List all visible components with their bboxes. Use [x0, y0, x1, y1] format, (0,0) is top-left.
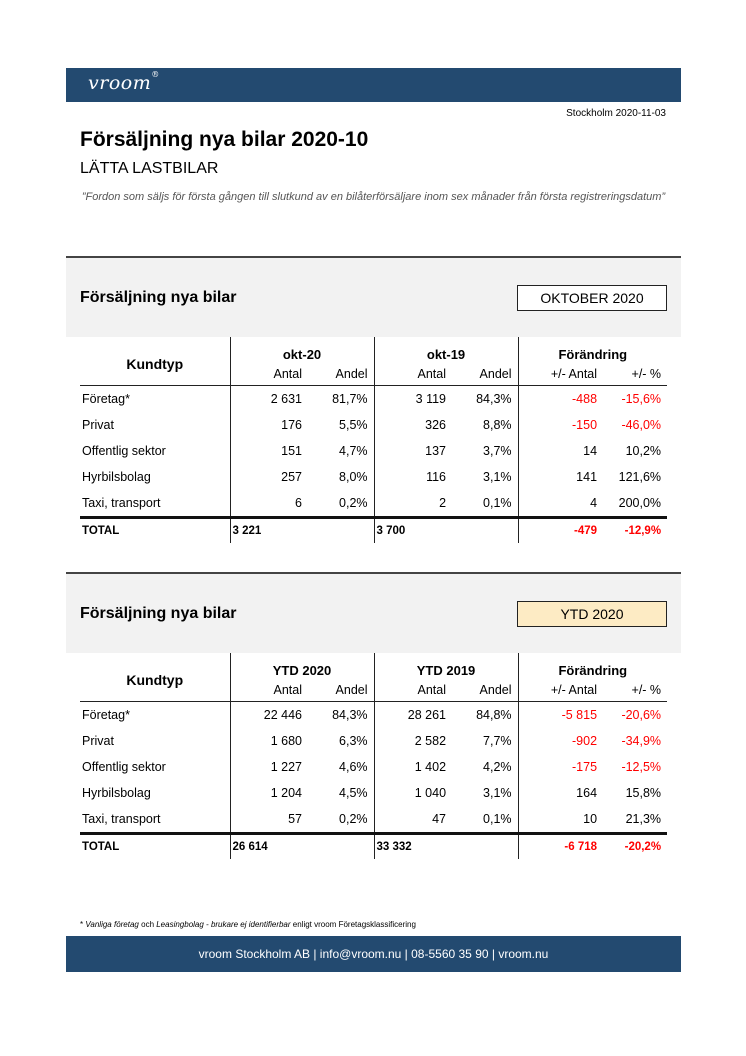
date-line: Stockholm 2020-11-03: [566, 108, 666, 119]
table-cell: 2 631: [270, 392, 302, 406]
ytd-sales-section: [66, 572, 681, 859]
sales-table: [80, 337, 667, 543]
table-cell: 15,8%: [625, 786, 662, 800]
table-cell: Taxi, transport: [80, 806, 230, 834]
table-cell: 0,1%: [452, 806, 518, 834]
table-cell: 257: [281, 470, 302, 484]
sub-header: Andel: [452, 365, 518, 386]
table-cell: 200,0%: [618, 496, 662, 510]
table-cell: 8,0%: [308, 464, 374, 490]
footnote: * Vanliga företag och Leasingbolag - brukare ej identifierbar enligt vroom Företagsklassificering: [80, 920, 416, 929]
table-cell: 28 261: [407, 708, 447, 722]
group-header-change: Förändring: [558, 662, 628, 678]
total-cell: -12,9%: [603, 518, 667, 544]
table-cell: 1 680: [270, 734, 302, 748]
table-cell: 2: [439, 496, 447, 510]
total-cell: [452, 834, 518, 860]
table-cell: 121,6%: [618, 470, 662, 484]
table-cell: 4,5%: [308, 780, 374, 806]
table-row: [80, 490, 667, 518]
table-row: [80, 806, 667, 834]
total-row: [80, 834, 667, 860]
table-cell: 6: [295, 496, 302, 510]
total-cell: [308, 834, 374, 860]
sub-header: +/- Antal: [518, 681, 603, 702]
sub-header: Antal: [230, 681, 308, 702]
table-cell: Taxi, transport: [80, 490, 230, 518]
table-cell: 1 204: [270, 786, 302, 800]
total-cell: TOTAL: [80, 518, 230, 544]
table-cell: 3 119: [415, 392, 447, 406]
table-cell: 2 582: [414, 734, 447, 748]
sub-header: +/- %: [603, 365, 667, 386]
table-cell: 3,1%: [452, 780, 518, 806]
table-cell: -12,5%: [621, 760, 662, 774]
table-cell: 84,3%: [308, 702, 374, 729]
table-cell: 1 402: [414, 760, 447, 774]
table-row: [80, 412, 667, 438]
period-label: YTD 2020: [517, 601, 667, 627]
table-cell: Hyrbilsbolag: [80, 464, 230, 490]
table-cell: 14: [583, 444, 598, 458]
sub-header: Andel: [452, 681, 518, 702]
table-cell: 3,1%: [452, 464, 518, 490]
group-header-previous: YTD 2019: [374, 653, 518, 681]
table-cell: 84,8%: [452, 702, 518, 729]
table-cell: 6,3%: [308, 728, 374, 754]
group-header-change: Förändring: [558, 346, 628, 362]
group-header-current: YTD 2020: [230, 653, 374, 681]
table-cell: 57: [288, 812, 302, 826]
table-cell: 7,7%: [452, 728, 518, 754]
sub-header: Andel: [308, 365, 374, 386]
sub-header: Andel: [308, 681, 374, 702]
table-row: [80, 464, 667, 490]
kundtyp-header: Kundtyp: [80, 337, 230, 386]
table-cell: 326: [425, 418, 447, 432]
sales-table: [80, 653, 667, 859]
page-title: Försäljning nya bilar 2020-10: [80, 128, 369, 151]
table-row: [80, 780, 667, 806]
table-cell: 8,8%: [452, 412, 518, 438]
table-cell: Privat: [80, 728, 230, 754]
table-cell: 164: [576, 786, 598, 800]
table-cell: Offentlig sektor: [80, 754, 230, 780]
total-cell: [452, 518, 518, 544]
sub-header: Antal: [374, 365, 452, 386]
sub-header: +/- Antal: [518, 365, 603, 386]
table-cell: 4,6%: [308, 754, 374, 780]
total-cell: TOTAL: [80, 834, 230, 860]
table-cell: 81,7%: [308, 386, 374, 413]
table-cell: Företag*: [80, 386, 230, 413]
section-title: Försäljning nya bilar: [80, 289, 237, 306]
table-cell: -34,9%: [621, 734, 662, 748]
monthly-sales-section: [66, 256, 681, 543]
sub-header: Antal: [230, 365, 308, 386]
table-row: [80, 386, 667, 413]
table-cell: 47: [432, 812, 447, 826]
table-cell: 5,5%: [308, 412, 374, 438]
table-cell: 141: [576, 470, 598, 484]
group-header-current: okt-20: [230, 337, 374, 365]
table-row: [80, 754, 667, 780]
total-cell: -6 718: [518, 834, 603, 860]
table-cell: 0,2%: [308, 490, 374, 518]
total-cell: 3 700: [374, 518, 452, 544]
table-row: [80, 702, 667, 729]
definition-quote: ”Fordon som säljs för första gången till slutkund av en bilåterförsäljare inom sex månader från första registreringsdatum”: [81, 191, 666, 203]
brand-header-bar: [66, 68, 681, 102]
total-cell: 3 221: [230, 518, 308, 544]
table-cell: 10,2%: [625, 444, 662, 458]
table-cell: -488: [572, 392, 598, 406]
table-cell: 0,1%: [452, 490, 518, 518]
sub-header: Antal: [374, 681, 452, 702]
table-cell: Offentlig sektor: [80, 438, 230, 464]
table-cell: 22 446: [263, 708, 302, 722]
table-cell: 4,2%: [452, 754, 518, 780]
table-cell: Företag*: [80, 702, 230, 729]
table-cell: Hyrbilsbolag: [80, 780, 230, 806]
page-subtitle: LÄTTA LASTBILAR: [80, 160, 219, 177]
total-cell: 26 614: [230, 834, 308, 860]
total-row: [80, 518, 667, 544]
table-cell: -175: [572, 760, 598, 774]
table-cell: 151: [281, 444, 302, 458]
table-cell: -46,0%: [621, 418, 662, 432]
table-cell: 4,7%: [308, 438, 374, 464]
table-row: [80, 438, 667, 464]
table-cell: -902: [572, 734, 598, 748]
vroom-logo: vroom®: [88, 70, 160, 94]
table-cell: 10: [583, 812, 598, 826]
table-cell: 3,7%: [452, 438, 518, 464]
total-cell: -479: [518, 518, 603, 544]
table-row: [80, 728, 667, 754]
group-header-previous: okt-19: [374, 337, 518, 365]
section-header: [66, 572, 681, 653]
total-cell: [308, 518, 374, 544]
total-cell: -20,2%: [603, 834, 667, 860]
table-cell: Privat: [80, 412, 230, 438]
table-cell: 21,3%: [625, 812, 662, 826]
table-cell: 1 040: [414, 786, 447, 800]
table-cell: 0,2%: [308, 806, 374, 834]
section-header: [66, 256, 681, 337]
table-cell: 137: [425, 444, 447, 458]
total-cell: 33 332: [374, 834, 452, 860]
section-title: Försäljning nya bilar: [80, 605, 237, 622]
footer-contact-bar: vroom Stockholm AB | info@vroom.nu | 08-5560 35 90 | vroom.nu: [66, 936, 681, 972]
table-cell: 84,3%: [452, 386, 518, 413]
table-cell: -15,6%: [621, 392, 662, 406]
table-cell: 1 227: [270, 760, 302, 774]
table-cell: 4: [590, 496, 598, 510]
table-cell: -150: [572, 418, 598, 432]
table-cell: -20,6%: [621, 708, 662, 722]
table-cell: 116: [426, 470, 447, 484]
kundtyp-header: Kundtyp: [80, 653, 230, 702]
period-label: OKTOBER 2020: [517, 285, 667, 311]
table-cell: 176: [281, 418, 302, 432]
table-cell: -5 815: [561, 708, 598, 722]
sub-header: +/- %: [603, 681, 667, 702]
